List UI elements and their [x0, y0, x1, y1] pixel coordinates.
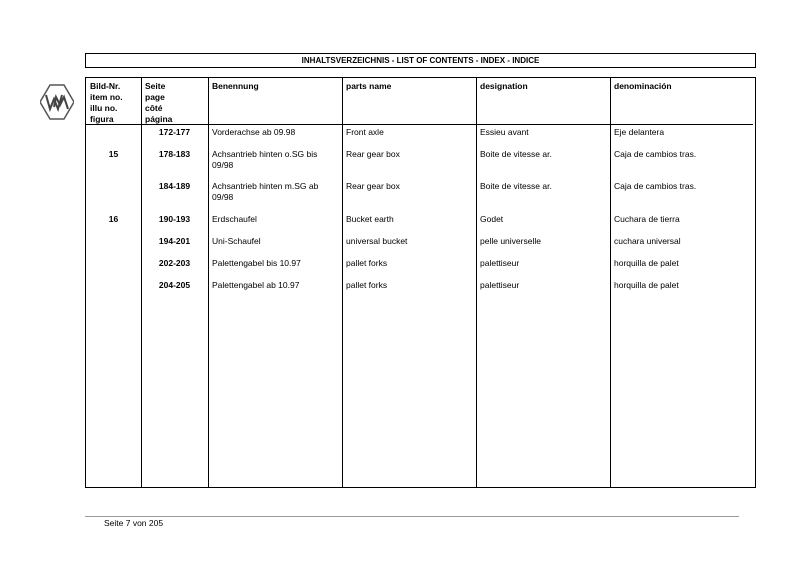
row-designation: Boite de vitesse ar. — [480, 181, 552, 191]
row-denominacion: Caja de cambios tras. — [614, 149, 697, 159]
footer-divider — [85, 516, 739, 517]
row-pages: 184-189 — [158, 181, 191, 191]
contents-table — [85, 77, 756, 488]
row-item: 15 — [108, 149, 119, 159]
row-designation: Essieu avant — [480, 127, 529, 137]
header-parts-name: parts name — [346, 81, 392, 91]
row-denominacion: Eje delantera — [614, 127, 665, 137]
row-benennung: Erdschaufel — [212, 214, 257, 224]
row-pages: 172-177 — [158, 127, 191, 137]
row-benennung: Vorderachse ab 09.98 — [212, 127, 296, 137]
row-pages: 202-203 — [158, 258, 191, 268]
header-designation: designation — [480, 81, 528, 91]
row-denominacion: horquilla de palet — [614, 280, 679, 290]
row-designation: Godet — [480, 214, 504, 224]
row-parts-name: pallet forks — [346, 280, 388, 290]
row-denominacion: Cuchara de tierra — [614, 214, 680, 224]
row-pages: 204-205 — [158, 280, 191, 290]
header-item-no: Bild-Nr. item no. illu no. figura — [90, 81, 123, 124]
row-parts-name: Front axle — [346, 127, 384, 137]
row-designation: pelle universelle — [480, 236, 541, 246]
row-denominacion: horquilla de palet — [614, 258, 679, 268]
row-pages: 178-183 — [158, 149, 191, 159]
row-parts-name: Bucket earth — [346, 214, 394, 224]
row-parts-name: Rear gear box — [346, 181, 400, 191]
wm-logo — [40, 83, 74, 121]
row-benennung: Palettengabel ab 10.97 — [212, 280, 300, 290]
header-denominacion: denominación — [614, 81, 672, 91]
row-parts-name: universal bucket — [346, 236, 408, 246]
row-parts-name: Rear gear box — [346, 149, 400, 159]
row-parts-name: pallet forks — [346, 258, 388, 268]
row-denominacion: cuchara universal — [614, 236, 681, 246]
page-footer: Seite 7 von 205 — [104, 518, 164, 528]
header-benennung: Benennung — [212, 81, 259, 91]
row-benennung: Achsantrieb hinten o.SG bis 09/98 — [212, 149, 318, 170]
index-title: INHALTSVERZEICHNIS - LIST OF CONTENTS - INDEX - INDICE — [85, 53, 756, 68]
row-item: 16 — [108, 214, 119, 224]
header-page: Seite page côté página — [145, 81, 173, 124]
row-benennung: Uni-Schaufel — [212, 236, 261, 246]
row-benennung: Achsantrieb hinten m.SG ab 09/98 — [212, 181, 319, 202]
row-pages: 194-201 — [158, 236, 191, 246]
row-designation: Boite de vitesse ar. — [480, 149, 552, 159]
row-designation: palettiseur — [480, 280, 520, 290]
row-benennung: Palettengabel bis 10.97 — [212, 258, 301, 268]
row-pages: 190-193 — [158, 214, 191, 224]
row-designation: palettiseur — [480, 258, 520, 268]
row-denominacion: Caja de cambios tras. — [614, 181, 697, 191]
